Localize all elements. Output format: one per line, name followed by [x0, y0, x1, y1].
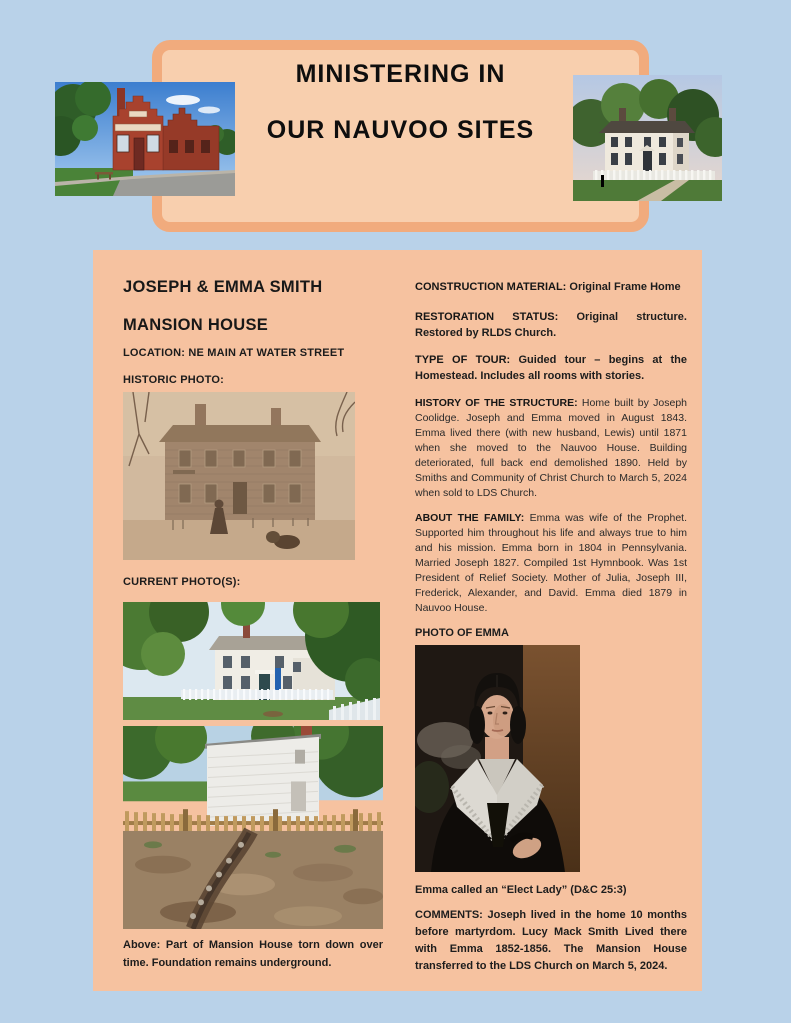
about-family-label: ABOUT THE FAMILY:	[415, 512, 525, 524]
about-family-section	[415, 511, 687, 616]
construction-material-label: CONSTRUCTION MATERIAL:	[415, 281, 567, 293]
type-of-tour-section	[415, 352, 687, 384]
current-photo-label: CURRENT PHOTO(S):	[123, 576, 241, 588]
about-family-text: Emma was wife of the Prophet. Supported him throughout his life and always true to him and his mission. Emma born in 1804 in Pennsylvania. Married Joseph 1827. Compiled 1st Hymnbook. Was 1st President of Relief Society. Mother of Julia, Joseph III, Frederick, Alexander, and David. Emma died 1879 in Nauvoo House.	[415, 512, 687, 614]
red-brick-store-photo	[55, 82, 235, 196]
comments-text: Joseph lived in the home 10 months before martyrdom. Lucy Mack Smith Lived there with Emma 1852-1856. The Mansion House transferred to the LDS Church on March 5, 2024.	[415, 909, 687, 973]
history-text: Home built by Joseph Coolidge. Joseph and Emma moved in August 1843. Emma lived there (with new husband, Lewis) until 1871 when she moved to the Nauvoo House. Building deteriorated, full back end demolished 1890. Held by Smiths and Community of Christ Church to March 5, 2024 when sold to LDS Church.	[415, 397, 687, 499]
comments-section	[415, 907, 687, 975]
current-photo-1	[123, 602, 380, 720]
historic-photo	[123, 392, 355, 560]
left-column	[123, 250, 385, 972]
current-photo-caption: Above: Part of Mansion House torn down over time. Foundation remains underground.	[123, 939, 383, 969]
emma-caption: Emma called an “Elect Lady” (D&C 25:3)	[415, 884, 627, 896]
content-panel	[93, 250, 702, 991]
type-of-tour-label: TYPE OF TOUR:	[415, 354, 511, 366]
banner-title-line1: MINISTERING IN	[295, 60, 506, 88]
restoration-status-section	[415, 309, 687, 341]
site-title-line1: JOSEPH & EMMA SMITH	[123, 278, 323, 296]
historic-photo-label: HISTORIC PHOTO:	[123, 374, 224, 386]
history-section	[415, 396, 687, 501]
restoration-status-text: Original structure. Restored by RLDS Church.	[415, 311, 687, 339]
location-label: LOCATION: NE MAIN AT WATER STREET	[123, 347, 345, 359]
right-column	[415, 250, 687, 975]
construction-material-section	[415, 279, 687, 295]
current-photo-2	[123, 726, 383, 929]
site-title-line2: MANSION HOUSE	[123, 315, 269, 334]
history-label: HISTORY OF THE STRUCTURE:	[415, 397, 578, 409]
emma-portrait	[415, 645, 580, 872]
photo-of-emma-label: PHOTO OF EMMA	[415, 627, 509, 639]
mansion-house-photo	[573, 75, 722, 201]
restoration-status-label: RESTORATION STATUS:	[415, 311, 559, 323]
comments-label: COMMENTS:	[415, 909, 483, 922]
construction-material-text: Original Frame Home	[569, 281, 681, 293]
type-of-tour-text: Guided tour – begins at the Homestead. Includes all rooms with stories.	[415, 354, 687, 382]
banner-title-line2: OUR NAUVOO SITES	[266, 116, 535, 144]
